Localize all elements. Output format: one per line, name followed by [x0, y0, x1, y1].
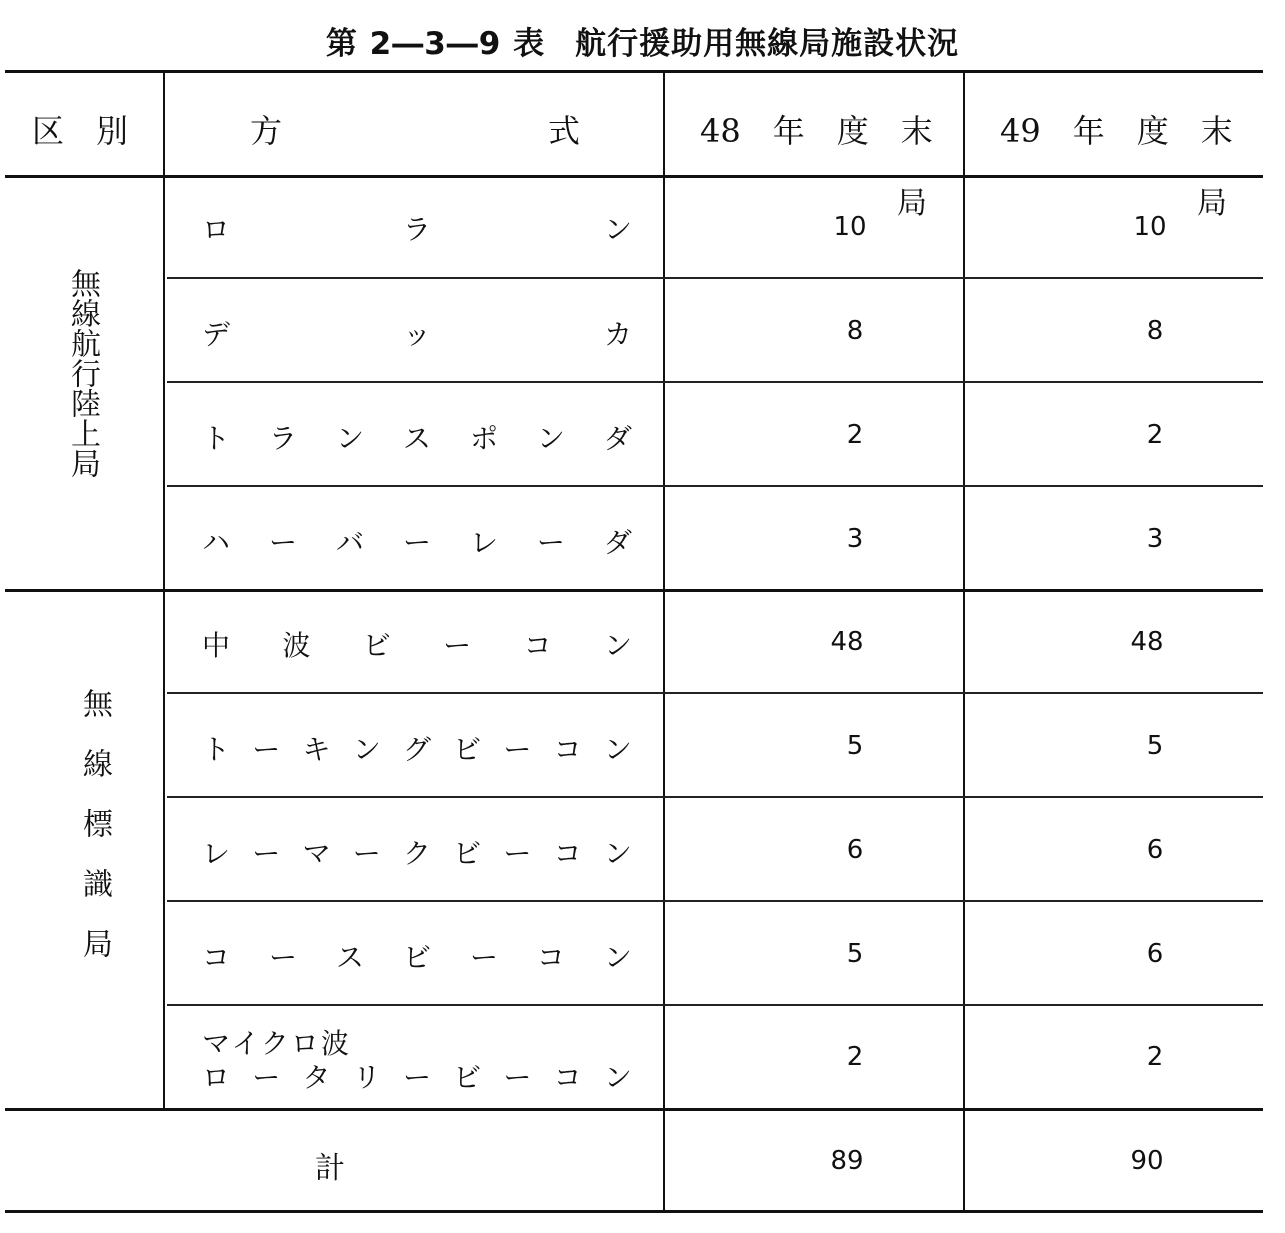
group-divider — [5, 589, 1263, 592]
fy49-value: 6 — [1146, 939, 1164, 969]
method-char: キ — [302, 733, 331, 766]
method-char: ー — [443, 629, 472, 662]
method-char: ビ — [362, 629, 391, 662]
col48-border — [663, 72, 665, 1212]
row-divider — [167, 1004, 1263, 1006]
row-divider — [167, 277, 1263, 279]
method-cell — [202, 728, 632, 768]
method-char: ロ — [202, 213, 231, 246]
method-char: ラ — [402, 213, 431, 246]
method-char: ビ — [453, 837, 482, 870]
method-char: ー — [252, 837, 281, 870]
method-char: ン — [603, 1061, 632, 1094]
header-rule — [5, 175, 1263, 178]
method-char: ー — [503, 733, 532, 766]
method-char: ー — [503, 1061, 532, 1094]
method-char: ト — [202, 733, 231, 766]
row-divider — [167, 900, 1263, 902]
method-char: デ — [202, 318, 231, 351]
fy49-value: 8 — [1146, 316, 1164, 346]
group-name: 無線標識局 — [77, 688, 112, 988]
method-char: コ — [523, 629, 552, 662]
method-char: ス — [402, 422, 431, 455]
method-char: ー — [402, 1061, 431, 1094]
row-divider — [167, 485, 1263, 487]
table-caption: 航行援助用無線局施設状況 — [575, 26, 960, 62]
method-cell — [202, 1056, 632, 1096]
method-char: レ — [469, 526, 498, 559]
unit-label-49: 局 — [1197, 186, 1227, 221]
method-char: ス — [335, 941, 364, 974]
fy48-value: 10 — [833, 212, 867, 242]
total-fy48: 89 — [830, 1146, 864, 1176]
fy49-value: 10 — [1133, 212, 1167, 242]
method-char: ー — [536, 526, 565, 559]
method-char: ビ — [402, 941, 431, 974]
top-rule — [5, 70, 1263, 73]
method-cell — [202, 936, 632, 976]
table-number: 第 2―3―9 表 — [325, 26, 546, 62]
col49-border — [963, 72, 965, 1212]
method-cell — [202, 832, 632, 872]
method-char: ダ — [603, 526, 632, 559]
method-char: カ — [603, 318, 632, 351]
method-char: ト — [202, 422, 231, 455]
header-method-right: 式 — [548, 112, 581, 150]
method-char: コ — [553, 1061, 582, 1094]
header-fy48: 48 年 度 末 — [700, 112, 933, 150]
fy48-value: 8 — [846, 316, 864, 346]
method-char: リ — [352, 1061, 381, 1094]
row-divider — [167, 796, 1263, 798]
method-char: ー — [268, 526, 297, 559]
method-char: ン — [352, 733, 381, 766]
total-label: 計 — [315, 1151, 345, 1186]
total-fy49: 90 — [1130, 1146, 1164, 1176]
fy48-value: 48 — [830, 627, 864, 657]
method-cell — [202, 417, 632, 457]
method-char: ー — [503, 837, 532, 870]
method-char: ク — [402, 837, 431, 870]
method-char: ー — [252, 733, 281, 766]
method-char: 波 — [282, 629, 311, 662]
method-char: ビ — [453, 733, 482, 766]
fy48-value: 6 — [846, 835, 864, 865]
method-char: ッ — [402, 318, 431, 351]
method-char: ン — [603, 733, 632, 766]
method-char: ン — [536, 422, 565, 455]
header-fy49: 49 年 度 末 — [1000, 112, 1233, 150]
method-char: バ — [335, 526, 364, 559]
method-cell — [202, 521, 632, 561]
method-char: ダ — [603, 422, 632, 455]
fy48-value: 2 — [846, 420, 864, 450]
method-line1: マイクロ波 — [202, 1027, 351, 1060]
group-label-radio-beacon — [62, 688, 112, 1011]
method-char: コ — [202, 941, 231, 974]
method-char: ー — [252, 1061, 281, 1094]
method-char: ロ — [202, 1061, 231, 1094]
fy48-value: 3 — [846, 524, 864, 554]
method-char: ー — [402, 526, 431, 559]
method-char: ー — [469, 941, 498, 974]
group-name: 無線航行陸上局 — [65, 268, 100, 478]
method-cell — [202, 208, 632, 248]
method-char: ポ — [469, 422, 498, 455]
group-label-radionav-land — [62, 268, 102, 487]
method-char: コ — [536, 941, 565, 974]
method-char: ー — [352, 837, 381, 870]
table-title — [0, 18, 1285, 63]
method-char: ビ — [453, 1061, 482, 1094]
method-char: マ — [302, 837, 331, 870]
method-cell — [202, 313, 632, 353]
method-char: ラ — [268, 422, 297, 455]
fy49-value: 5 — [1146, 731, 1164, 761]
method-char: ン — [603, 629, 632, 662]
method-char: ン — [603, 213, 632, 246]
method-cell — [202, 624, 632, 664]
header-category: 区 別 — [32, 112, 129, 150]
bottom-rule — [5, 1210, 1263, 1213]
row-divider — [167, 692, 1263, 694]
method-char: ハ — [202, 526, 231, 559]
fy48-value: 5 — [846, 731, 864, 761]
method-char: ン — [603, 837, 632, 870]
method-char: コ — [553, 733, 582, 766]
fy49-value: 2 — [1146, 1042, 1164, 1072]
method-char: ー — [268, 941, 297, 974]
fy49-value: 3 — [1146, 524, 1164, 554]
method-char: タ — [302, 1061, 331, 1094]
method-char: グ — [402, 733, 431, 766]
method-char: レ — [202, 837, 231, 870]
method-char: 中 — [202, 629, 231, 662]
method-char: ン — [603, 941, 632, 974]
fy48-value: 5 — [846, 939, 864, 969]
category-column-border — [163, 72, 165, 1109]
fy49-value: 48 — [1130, 627, 1164, 657]
fy49-value: 2 — [1146, 420, 1164, 450]
row-divider — [167, 381, 1263, 383]
unit-label-48: 局 — [897, 186, 927, 221]
fy49-value: 6 — [1146, 835, 1164, 865]
header-method-left: 方 — [250, 112, 283, 150]
fy48-value: 2 — [846, 1042, 864, 1072]
method-char: コ — [553, 837, 582, 870]
total-rule — [5, 1108, 1263, 1111]
method-char: ン — [335, 422, 364, 455]
